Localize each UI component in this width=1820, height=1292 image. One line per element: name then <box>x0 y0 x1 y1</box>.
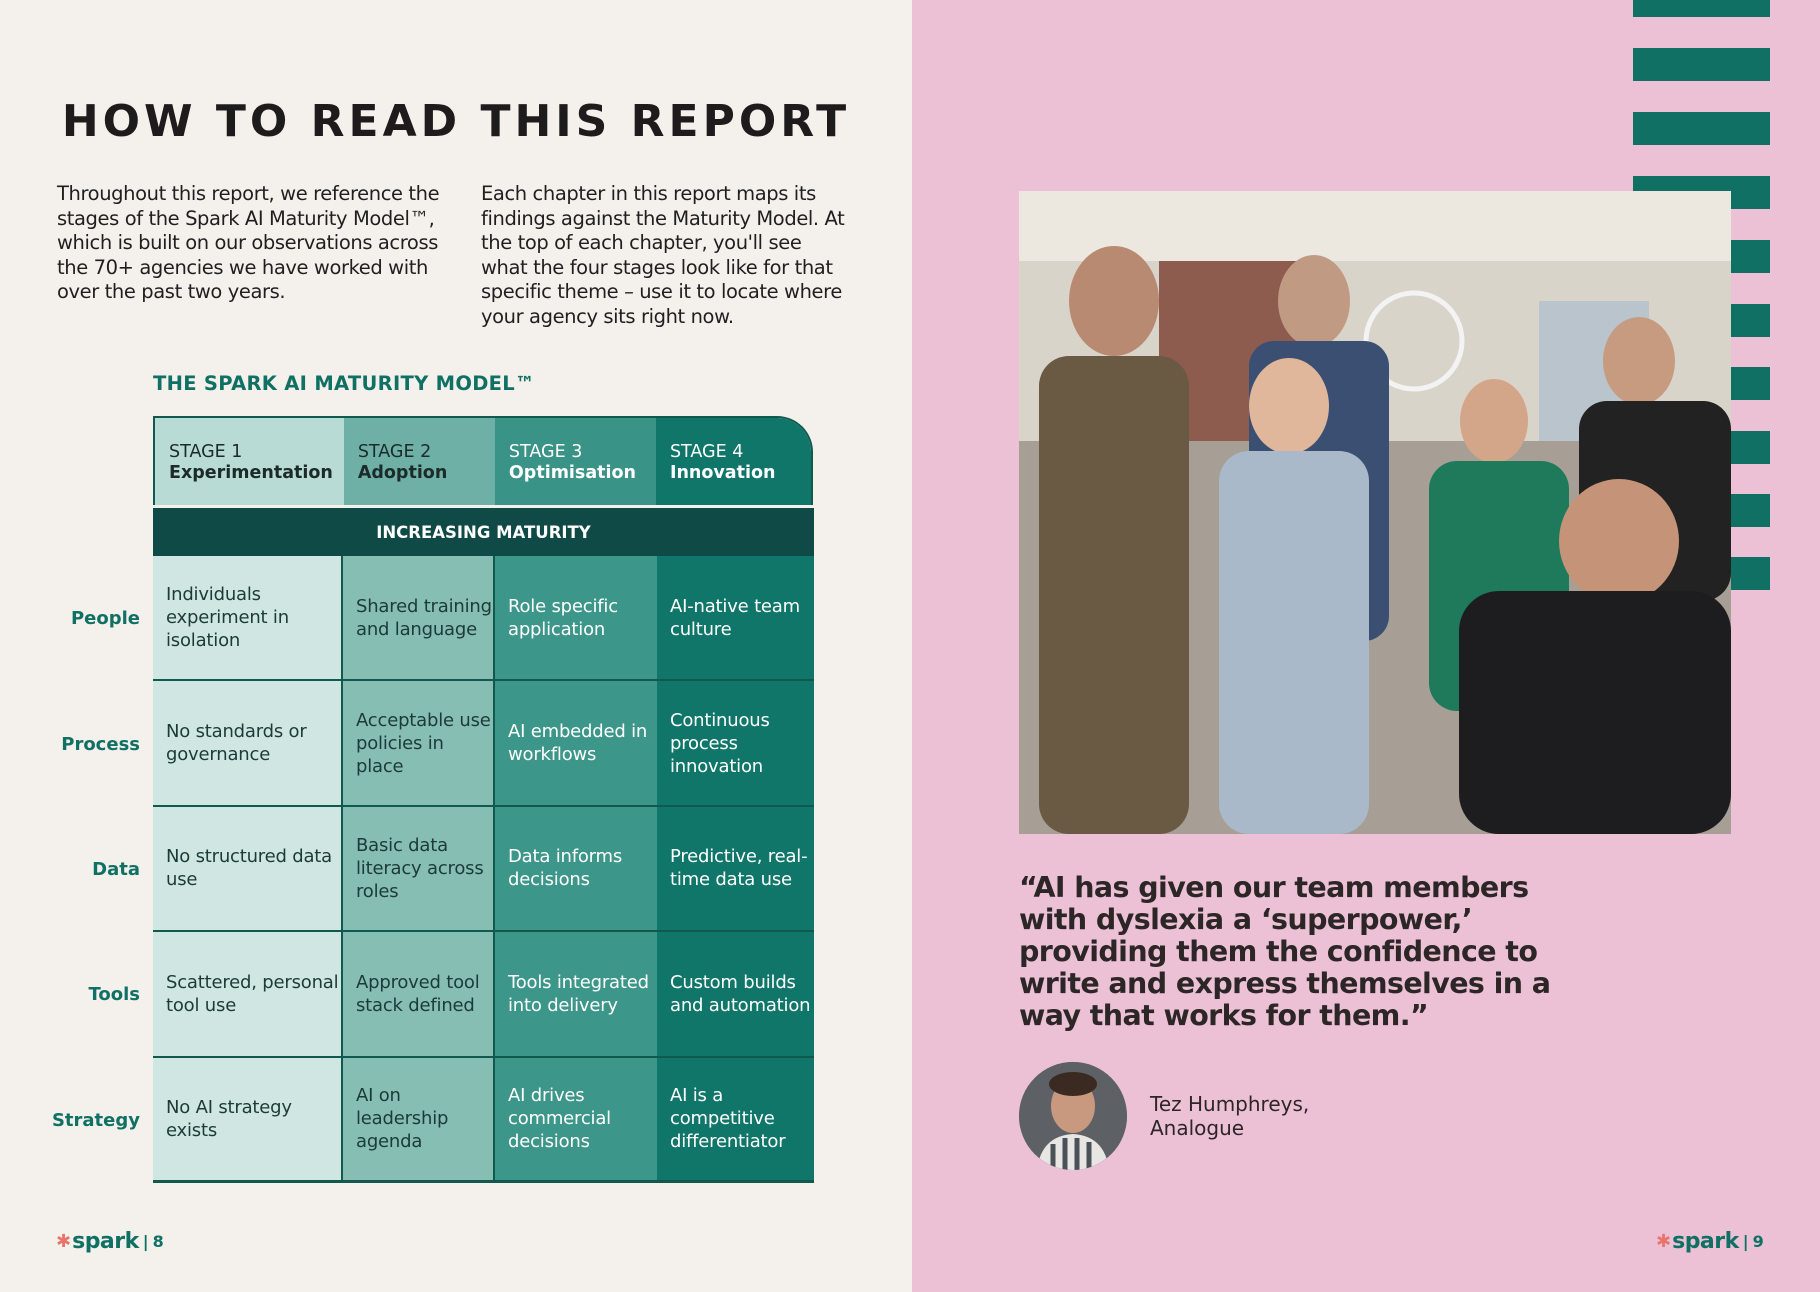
avatar-portrait <box>1019 1062 1127 1170</box>
grid-cell: Scattered, personal tool use <box>153 932 343 1055</box>
stage-1-header <box>155 418 344 505</box>
team-photo-illustration <box>1019 191 1731 834</box>
grid-cell: Individuals experiment in isolation <box>153 556 343 679</box>
grid-cell: Custom builds and automation <box>657 932 814 1055</box>
grid-cell: Acceptable use policies in place <box>343 681 495 804</box>
grid-cell: Tools integrated into delivery <box>495 932 657 1055</box>
right-page <box>912 0 1820 1292</box>
stage-header <box>153 416 813 505</box>
grid-cell: AI embedded in workflows <box>495 681 657 804</box>
row-label-process: Process <box>61 733 140 755</box>
footer-logo-right <box>1656 1229 1764 1254</box>
page-title: HOW TO READ THIS REPORT <box>61 96 851 147</box>
avatar <box>1019 1062 1127 1170</box>
grid-cell: Predictive, real-time data use <box>657 807 814 930</box>
stage-label: Innovation <box>669 463 776 483</box>
brand-name: spark <box>72 1229 139 1254</box>
increasing-maturity-band: INCREASING MATURITY <box>153 508 814 556</box>
row-label-tools: Tools <box>88 984 140 1006</box>
attribution-name: Tez Humphreys, <box>1150 1092 1310 1116</box>
grid-cell: No AI strategy exists <box>153 1058 343 1180</box>
team-photo <box>1019 191 1731 834</box>
stage-3-header <box>495 418 656 505</box>
intro-paragraph-2: Each chapter in this report maps its findings against the Maturity Model. At the top of each chapter, you'll see what the four stages look like for that specific theme – use it to locate where your agency sits right now. <box>481 182 845 328</box>
attribution-org: Analogue <box>1150 1116 1245 1140</box>
stage-number: STAGE 4 <box>669 442 744 462</box>
grid-cell: Data informs decisions <box>495 807 657 930</box>
stage-number: STAGE 3 <box>508 442 583 462</box>
stage-4-header <box>656 418 811 505</box>
spark-asterisk-icon: ✱ <box>1656 1231 1672 1252</box>
grid-cell: Continuous process innovation <box>657 681 814 804</box>
stage-number: STAGE 2 <box>357 442 432 462</box>
grid-cell: AI-native team culture <box>657 556 814 679</box>
grid-cell: Shared training and language <box>343 556 495 679</box>
stage-number: STAGE 1 <box>169 442 243 462</box>
grid-row-people <box>153 556 814 681</box>
row-label-strategy: Strategy <box>51 1109 140 1131</box>
grid-row-process <box>153 681 814 806</box>
intro-paragraph-1: Throughout this report, we reference the stages of the Spark AI Maturity Model™, which is built on our observations across the 70+ agencies we have worked with over the past two years. <box>57 182 440 303</box>
stage-2-header <box>344 418 495 505</box>
grid-cell: Basic data literacy across roles <box>343 807 495 930</box>
page-separator: | <box>1742 1232 1749 1251</box>
model-title: THE SPARK AI MATURITY MODEL™ <box>153 372 535 395</box>
attribution <box>1150 1092 1309 1140</box>
decorative-stripe <box>1633 112 1770 145</box>
row-label-people: People <box>70 608 140 630</box>
decorative-stripe <box>1633 0 1770 17</box>
stage-label: Experimentation <box>169 463 333 483</box>
grid-row-tools <box>153 932 814 1057</box>
testimonial-quote: “AI has given our team members with dyslexia a ‘superpower,’ providing them the confidence to write and express themselves in a way that works for them.” <box>1019 871 1551 1032</box>
decorative-stripe <box>1633 48 1770 81</box>
page-number: 9 <box>1752 1232 1764 1251</box>
row-label-data: Data <box>92 858 140 880</box>
grid-cell: AI on leadership agenda <box>343 1058 495 1180</box>
grid-row-data <box>153 807 814 932</box>
row-labels <box>0 556 142 1183</box>
grid-row-strategy <box>153 1058 814 1183</box>
stage-label: Optimisation <box>508 463 636 483</box>
footer-logo-left <box>56 1229 164 1254</box>
stage-label: Adoption <box>357 463 448 483</box>
page-number: 8 <box>152 1232 164 1251</box>
grid-cell: Approved tool stack defined <box>343 932 495 1055</box>
grid-cell: No standards or governance <box>153 681 343 804</box>
grid-cell: AI drives commercial decisions <box>495 1058 657 1180</box>
page-separator: | <box>142 1232 149 1251</box>
brand-name: spark <box>1672 1229 1739 1254</box>
spark-asterisk-icon: ✱ <box>56 1231 72 1252</box>
grid-cell: No structured data use <box>153 807 343 930</box>
grid-cell: Role specific application <box>495 556 657 679</box>
maturity-grid <box>153 556 814 1183</box>
grid-cell: AI is a competitive differentiator <box>657 1058 814 1180</box>
